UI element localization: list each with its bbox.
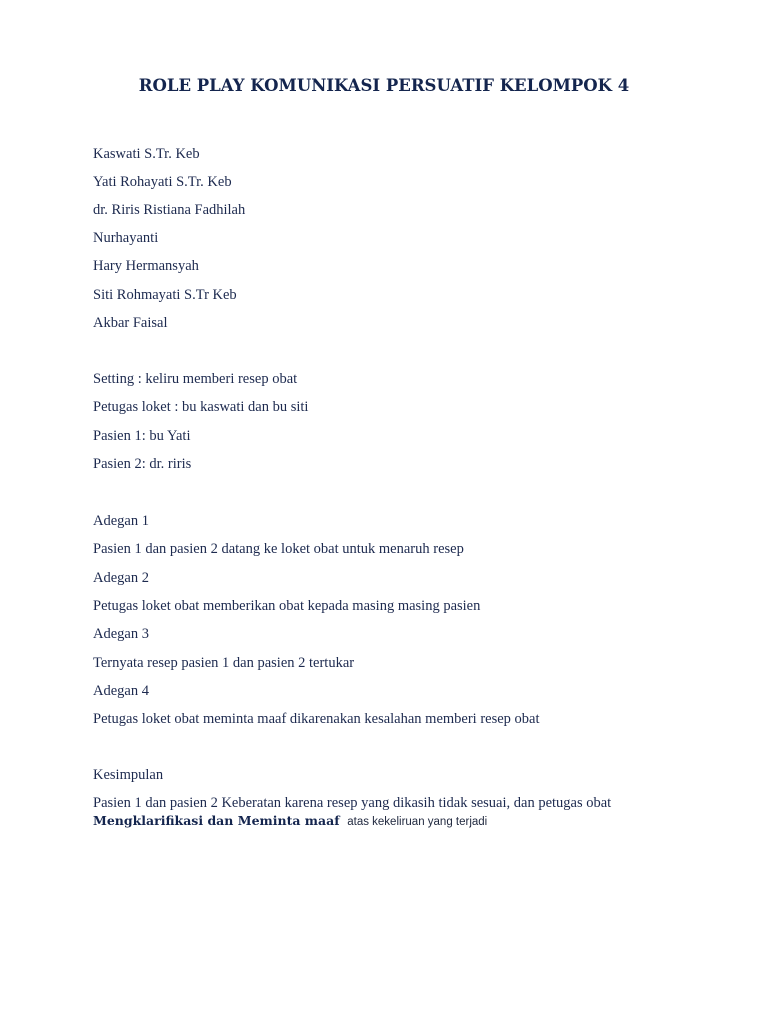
member-name: Hary Hermansyah xyxy=(93,258,199,274)
scene-description: Petugas loket obat memberikan obat kepada masing masing pasien xyxy=(93,598,481,614)
conclusion-emphasis: Mengklarifikasi dan Meminta maaf xyxy=(93,813,340,828)
role-line: Pasien 1: bu Yati xyxy=(93,428,191,444)
setting-line: Setting : keliru memberi resep obat xyxy=(93,371,298,387)
scene-description: Ternyata resep pasien 1 dan pasien 2 tertukar xyxy=(93,655,355,671)
role-line: Pasien 2: dr. riris xyxy=(93,456,192,472)
scene-heading: Adegan 2 xyxy=(93,570,149,586)
member-name: Siti Rohmayati S.Tr Keb xyxy=(93,287,237,303)
scene-heading: Adegan 4 xyxy=(93,683,149,699)
scene-heading: Adegan 1 xyxy=(93,513,149,529)
conclusion-tail: atas kekeliruan yang terjadi xyxy=(347,816,488,828)
document-title: ROLE PLAY KOMUNIKASI PERSUATIF KELOMPOK 4 xyxy=(138,76,630,95)
scene-heading: Adegan 3 xyxy=(93,626,149,642)
scene-description: Pasien 1 dan pasien 2 datang ke loket obat untuk menaruh resep xyxy=(93,541,464,557)
conclusion-text: Pasien 1 dan pasien 2 Keberatan karena resep yang dikasih tidak sesuai, dan petugas obat xyxy=(93,795,612,811)
scene-description: Petugas loket obat meminta maaf dikarenakan kesalahan memberi resep obat xyxy=(93,711,540,727)
member-name: dr. Riris Ristiana Fadhilah xyxy=(93,202,246,218)
member-name: Nurhayanti xyxy=(93,230,159,246)
conclusion-text-line2 xyxy=(93,812,487,831)
conclusion-heading: Kesimpulan xyxy=(93,767,164,783)
member-name: Yati Rohayati S.Tr. Keb xyxy=(93,174,232,190)
member-name: Kaswati S.Tr. Keb xyxy=(93,146,200,162)
member-name: Akbar Faisal xyxy=(93,315,168,331)
role-line: Petugas loket : bu kaswati dan bu siti xyxy=(93,399,309,415)
